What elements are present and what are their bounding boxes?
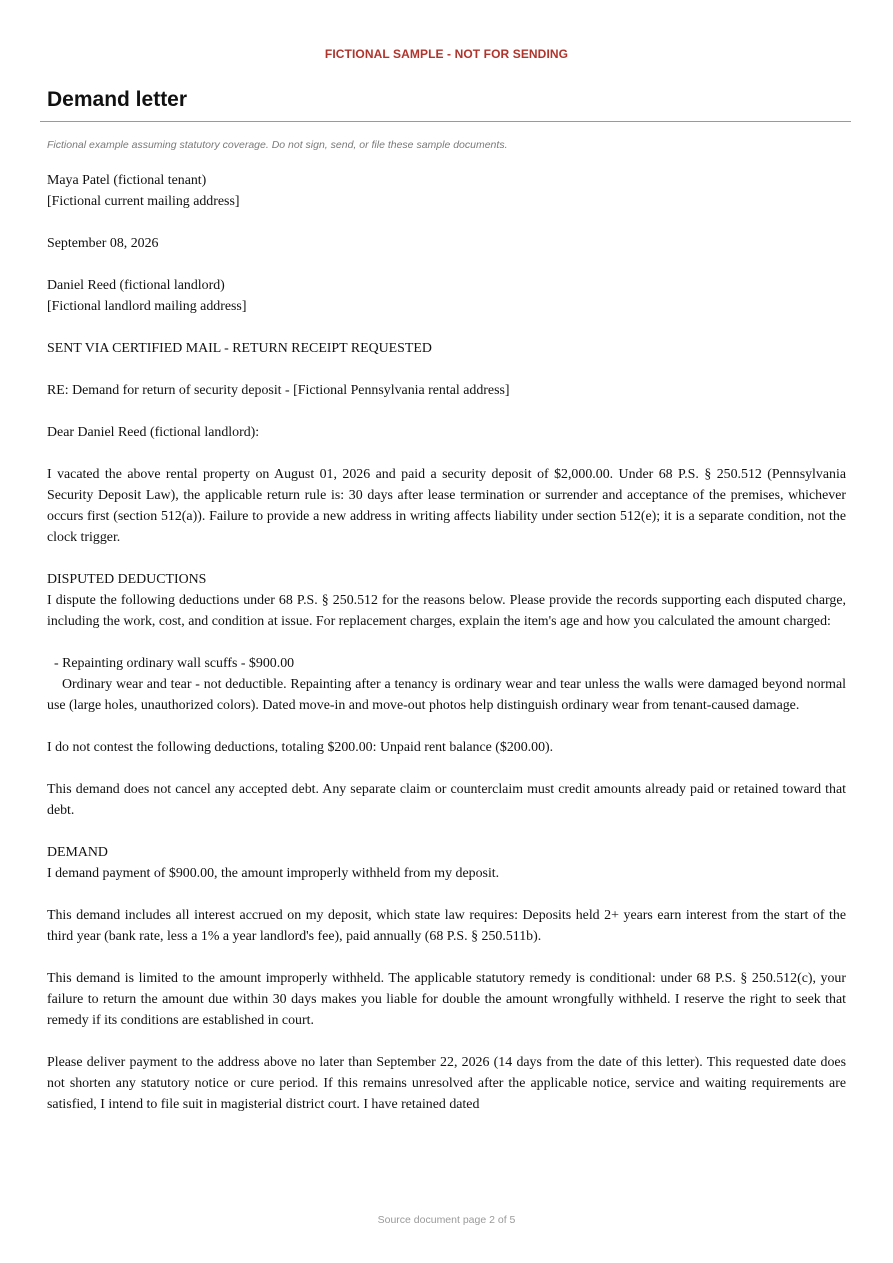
recipient-block	[47, 275, 846, 317]
demand-heading: DEMAND	[47, 845, 108, 860]
page-footer: Source document page 2 of 5	[377, 1214, 516, 1226]
payment-paragraph: Please deliver payment to the address above no later than September 22, 2026 (14 days from the date of this letter). This requested date does not shorten any statutory notice or cure period. If this remains unresolved after the applicable notice, service and waiting requirements are satisfied, I intend to file suit in magisterial district court. I have retained dated	[47, 1055, 846, 1112]
remedy-paragraph: This demand is limited to the amount improperly withheld. The applicable statutory remedy is conditional: under 68 P.S. § 250.512(c), your failure to return the amount due within 30 days makes you liable for double the amount wrongfully withheld. I reserve the right to seek that remedy if its conditions are established in court.	[47, 971, 846, 1028]
debt-paragraph: This demand does not cancel any accepted debt. Any separate claim or counterclaim must credit amounts already paid or retained toward that debt.	[47, 782, 846, 818]
demand-text: I demand payment of $900.00, the amount improperly withheld from my deposit.	[47, 866, 500, 881]
sender-address: [Fictional current mailing address]	[47, 194, 240, 209]
sample-banner: FICTIONAL SAMPLE - NOT FOR SENDING	[324, 47, 569, 61]
deduction-item-title: - Repainting ordinary wall scuffs - $900.00	[54, 656, 295, 671]
sender-name: Maya Patel (fictional tenant)	[47, 173, 207, 188]
uncontested-paragraph: I do not contest the following deductions, totaling $200.00: Unpaid rent balance ($200.00).	[47, 740, 554, 755]
title-divider	[40, 121, 851, 122]
intro-paragraph: I vacated the above rental property on August 01, 2026 and paid a security deposit of $2,000.00. Under 68 P.S. § 250.512 (Pennsylvania Security Deposit Law), the applicable return rule is: 30 days after lease termination or surrender and acceptance of the premises, whichever occurs first (section 512(a)). Failure to provide a new address in writing affects liability under section 512(e); it is a separate condition, not the clock trigger.	[47, 467, 846, 545]
demand-section	[47, 842, 846, 884]
recipient-address: [Fictional landlord mailing address]	[47, 299, 247, 314]
page-title: Demand letter	[47, 88, 188, 111]
deduction-item-explanation: Ordinary wear and tear - not deductible. Repainting after a tenancy is ordinary wear and tear unless the walls were damaged beyond normal use (large holes, unauthorized colors). Dated move-in and move-out photos help distinguish ordinary wear from tenant-caused damage.	[47, 677, 846, 713]
delivery-method: SENT VIA CERTIFIED MAIL - RETURN RECEIPT REQUESTED	[47, 341, 432, 356]
disputed-deductions-section	[47, 569, 846, 632]
interest-paragraph: This demand includes all interest accrued on my deposit, which state law requires: Deposits held 2+ years earn interest from the start of the third year (bank rate, less a 1% a year landlord's fee), paid annually (68 P.S. § 250.511b).	[47, 908, 846, 944]
sender-block	[47, 170, 846, 212]
letter-date: September 08, 2026	[47, 236, 159, 251]
disputed-deductions-text: I dispute the following deductions under 68 P.S. § 250.512 for the reasons below. Please provide the records supporting each disputed charge, including the work, cost, and condition at issue. For replacement charges, explain the item's age and how you calculated the amount charged:	[47, 593, 846, 629]
letter-body	[47, 170, 846, 1115]
disputed-deductions-heading: DISPUTED DEDUCTIONS	[47, 572, 207, 587]
subject-line: RE: Demand for return of security deposit - [Fictional Pennsylvania rental address]	[47, 383, 510, 398]
salutation: Dear Daniel Reed (fictional landlord):	[47, 425, 260, 440]
deduction-item	[47, 653, 846, 716]
recipient-name: Daniel Reed (fictional landlord)	[47, 278, 225, 293]
disclaimer-note: Fictional example assuming statutory coverage. Do not sign, send, or file these sample documents.	[47, 139, 508, 151]
